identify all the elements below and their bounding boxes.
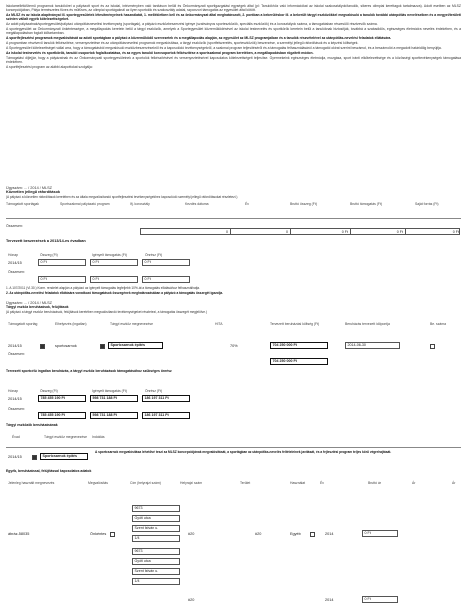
season-value: 2014/15 — [8, 397, 22, 401]
column-header: Összeg (Ft) — [40, 253, 58, 257]
asset-id-value: ábráz-58035 — [8, 532, 30, 536]
section-subtitle: (A pályázó a közvetlen ráfordítások keretében és az általa megvalósítandó sportfejlesztési tevékenységekhez kapcsolódó személyi jellegű ráfordításokat részletezi.) — [6, 194, 238, 199]
intro-paragraph: Az iskolai testnevelés és sportkörök, tanulói csoportok foglalkoztatása, és az egyes tanulói korcsoportok felkészítése a sportszakmai program keretében, a megállapodásban rögzített módon. — [6, 51, 314, 56]
own-share-sum-field: 0 Ft — [142, 276, 190, 283]
note-text: 2. Az utánpótlás-nevelési feladatok ellátására vonatkozó támogatások összegének meghatározásában a pályázó a támogatás összegét igazolja. — [6, 290, 224, 295]
section-direct-costs — [6, 186, 461, 199]
column-header: Elhelyezés (ingatlan) — [55, 322, 87, 326]
column-header: Beruházás tervezett időpontja — [345, 322, 390, 326]
total-cost-field: 704 250 000 Ft — [270, 358, 328, 365]
column-header: Sportszakmai pályázatú program — [60, 202, 110, 206]
intro-paragraph: A sportfejlesztési programok megvalósítását az adott sportágban a pályázó a közreműködő szervezetek és a megállapodás alapján, az egyesület az MLSZ programjaiban és a tanulók részvételével az utánpótlás-nevelési feladatok ellátására. — [6, 36, 392, 41]
address-field[interactable]: 9673 — [132, 548, 180, 555]
season-value: 2014/15 — [8, 455, 22, 459]
checkbox[interactable] — [100, 344, 105, 349]
asset-name-field[interactable]: Sportcsarnok építés — [40, 453, 88, 460]
intro-paragraph: Az MLSZ és az iskola alapítványai ill. sportegyesületek létesítményeinek használatát, 1. mellékletben kell és az önkormányzat által meghatározott, 2. pontban a bekerüléskor ill. a bekerült tárgyi eszközökkel megvalósuló a tanulók további utánpótlás neveléseiben és a megyei/területi szinten vállalt egyéb kötelezettségeket. — [6, 13, 461, 22]
own-share-field[interactable]: 0 Ft — [142, 259, 190, 266]
year-value: 2014 — [325, 598, 334, 602]
column-header: Helyrajzi szám — [180, 481, 203, 485]
column-header: Bruttó támogatás (Ft) — [350, 202, 383, 206]
total-cell: 0 Ft — [452, 230, 459, 234]
total-cell: 0 — [141, 229, 231, 234]
support-sum-field: 0 Ft — [90, 276, 138, 283]
column-header: Terület — [240, 481, 251, 485]
area-value: #20 — [188, 532, 195, 536]
total-cell: 0 Ft — [291, 229, 351, 234]
planned-cost-field[interactable]: 704 250 000 Ft — [270, 342, 328, 349]
column-header: Igényelt támogatás (Ft) — [92, 389, 127, 393]
total-cell: 0 Ft — [351, 229, 406, 234]
price-field[interactable]: 0 Ft — [362, 596, 398, 603]
section-title: Tervezett beszerzések a 2013/14-es évadban — [6, 239, 86, 243]
plot-field[interactable]: 1/4 — [132, 535, 180, 542]
column-header: Cím (helyrajzi szám) — [130, 481, 161, 485]
total-label: Összesen: — [8, 352, 25, 356]
column-header: Önrész (Ft) — [145, 389, 163, 393]
section-title: Tárgyi eszközök beruházásának — [6, 423, 58, 427]
column-header: Ár — [452, 481, 456, 485]
column-header: Támogatott sportág — [8, 322, 38, 326]
address-field[interactable]: Szent István u. — [132, 525, 180, 532]
table-divider — [6, 447, 461, 448]
total-row — [140, 228, 460, 235]
section-title: Közvetlen jellegű ráfordítások — [6, 190, 61, 195]
status-value: Önkéntes — [90, 532, 107, 536]
reference-number: Ügyszám: ... / 2014 / MLSZ — [6, 186, 53, 190]
address-field[interactable]: Gyóti utca — [132, 558, 180, 565]
checkbox[interactable] — [310, 532, 315, 537]
intro-text — [6, 4, 461, 70]
section-title: Egyéb, beruházással, felújítással kapcsolatos adatok — [6, 469, 92, 473]
amount-field[interactable]: 785 455 190 Ft — [38, 395, 86, 402]
sum-label: Összesen: — [8, 407, 25, 411]
note-text: 1. A 107/2011 (VI.30.) Korm. rendelet alapján a pályázó az igényelt támogatás legfeljebb 10%-át a támogatás ellátásához felhasználhatja. — [6, 286, 200, 290]
address-field[interactable]: Gyóti utca — [132, 515, 180, 522]
requested-support-field[interactable]: 0 Ft — [90, 259, 138, 266]
column-header: Ár — [412, 481, 416, 485]
column-header: Ifj. korosztály — [130, 202, 150, 206]
support-sum-field: 598 731 188 Ft — [90, 412, 138, 419]
year-value: 2014 — [325, 532, 334, 536]
amount-sum-field: 0 Ft — [38, 276, 86, 283]
section-investment — [6, 369, 461, 373]
location-value: sportcsarnok — [55, 344, 77, 348]
column-header: Támogatott sportágak — [6, 202, 39, 206]
amount-sum-field: 785 455 190 Ft — [38, 412, 86, 419]
column-header: Összeg (Ft) — [40, 389, 58, 393]
notes — [6, 287, 461, 296]
justification-paragraph: A sportcsarnok megvalósítása lehetővé teszi az MLSZ koncepciójának megvalósítását, a sportágban az utánpótlás-nevelés feltételeinek javítását, és a fejlesztési program teljes körű végrehajtását. — [95, 450, 392, 454]
intro-paragraph: A sportfejlesztési program az alábbi alapcélokat szolgálja: — [6, 65, 93, 70]
checkbox[interactable] — [32, 455, 37, 460]
intro-paragraph: Támogatási díjlejjár, hogy a pályázatnak és az Önkormányzati sportegyesületnek a sportolók felkészítésével és versenyeztetésével kapcsolatos kötelezettségeit teljesítse. Gyermekeink egészséges életmódja, mozgása, sport iránti elkötelezettsége és a közösségi sporttevékenységek támogatása érdekében. — [6, 56, 461, 65]
column-header: Évad — [12, 435, 20, 439]
column-header: Indoklás — [92, 435, 105, 439]
price-field[interactable]: 0 Ft — [362, 530, 398, 537]
column-header: Jelenleg használt megnevezés — [8, 481, 55, 485]
column-header: Hónap — [8, 389, 18, 393]
section-subtitle: (A pályázó a tárgyi eszköz beruházások, felújítások keretében megvalósítandó tevékenységeket részletezi, a támogatás összegét megjelölve.) — [6, 309, 207, 314]
season-value: 2014/15 — [8, 344, 22, 348]
intro-paragraph: Az adott pályázatnak/sportegyesület/pályázó utánpótlásnevelési tevékenység (sportágak), a pályázó eszközbeszerzési igénye (szabványos sporteszközök, speciális eszközök) és a korosztályok száma, a támogatásban részesülő résztvevők száma. — [6, 22, 378, 27]
own-share-sum-field: 186 197 311 Ft — [142, 412, 190, 419]
area-value: #20 — [188, 598, 195, 602]
requested-support-field[interactable]: 598 731 188 Ft — [90, 395, 138, 402]
section-fixed-assets — [6, 301, 461, 314]
column-header: Kezdés dátuma — [185, 202, 209, 206]
column-header: Tárgyi eszköz megnevezése — [110, 322, 153, 326]
total-label: Összesen: — [6, 224, 23, 228]
section-title: Tervezett sportcélú ingatlan beruházás, a tárgyi eszköz beruházások támogatásához szükséges önrész — [6, 369, 172, 373]
column-header: Hónap — [8, 253, 18, 257]
area-value: #20 — [255, 532, 262, 536]
column-header: Igényelt támogatás (Ft) — [92, 253, 127, 257]
column-header: Be. száma — [430, 322, 447, 326]
section-other-data — [6, 469, 91, 473]
column-header: Tárgyi eszköz megnevezése — [44, 435, 87, 439]
percent-value: 70% — [230, 344, 238, 348]
column-header: Használat — [290, 481, 306, 485]
checkbox[interactable] — [110, 532, 115, 537]
use-value: Egyéb — [290, 532, 301, 536]
column-header: Megvalósítás — [88, 481, 108, 485]
sum-label: Összesen: — [8, 270, 25, 274]
column-header: Önrész (Ft) — [145, 253, 163, 257]
column-header: Bruttó ár — [368, 481, 382, 485]
column-header: Év — [245, 202, 249, 206]
section-asset-justification — [6, 423, 58, 427]
column-header: Bruttó összeg (Ft) — [290, 202, 317, 206]
checkbox[interactable] — [430, 344, 435, 349]
asset-name-field[interactable]: Sportcsarnok építés — [108, 342, 163, 349]
plot-field[interactable]: 1/4 — [132, 578, 180, 585]
address-field[interactable]: 9673 — [132, 505, 180, 512]
column-header: Év — [320, 481, 324, 485]
address-field[interactable]: Szent István u. — [132, 568, 180, 575]
section-planned-purchases — [6, 239, 86, 243]
intro-paragraph: Iskolamelléki/ütemű programok tanulókörei a pályázott sport és az iskolai, intézményben való tanításon belüli és Önkormányzati sportigazgatási egységek által (pl: Tanulókhöz való információkat az iskolai szakosztályok/tanulók, sikeres olimpiai kerettagok tartalmazza). Adott esetben az MLSZ koncepciójában, Pálya természetes füves és műfüves, az olimpiai sportágaknál az ilyen sportolók és szakosztály adatai, szponzori támogatás az egyesület által kötött. — [6, 4, 461, 13]
checkbox[interactable] — [40, 344, 45, 349]
reference-number: Ügyszám: ... / 2014 / MLSZ — [6, 301, 53, 305]
amount-field[interactable]: 0 Ft — [38, 259, 86, 266]
season-value: 2014/15 — [8, 261, 22, 265]
intro-paragraph: A programban résztvevő tanulók felkészítése, versenyeztetése és az utánpótlásnevelési programok megvalósítása, a tárgyi eszközök (sportfelszerelés, sporteszközök) beszerzése, a személyi jellegű ráfordítások és a képzési költségek. — [6, 41, 359, 46]
planned-date-field[interactable]: 2014-06-30 — [345, 342, 400, 349]
section-title: Tárgyi eszköz beruházások, felújítások — [6, 305, 69, 310]
intro-paragraph: A Sportegyesület kötelezettséget vállal arra, hogy a támogatásból megvalósuló eszközbeszerzésekről és a kapcsolódó tevékenységekről, a szakmai program teljesítéséről és a támogatás felhasználásáról a támogatói okirat szerint beszámol, és a beszámolót a megadott határidőig benyújtja. — [6, 46, 442, 51]
column-header: Tervezett beruházási költség (Ft) — [270, 322, 320, 326]
total-cell: 0 — [231, 229, 291, 234]
column-header: Saját forrás (Ft) — [415, 202, 439, 206]
table-divider — [6, 218, 461, 219]
column-header: HITA — [215, 322, 223, 326]
justification-text — [95, 451, 461, 456]
own-share-field[interactable]: 186 197 311 Ft — [142, 395, 190, 402]
intro-paragraph: A sportegyesület az Önkormányzati önkéntességre, a megállapodás keretein belül a tárgyi eszközök, amelyek a Sportegyesület közreműködésével az iskolai testnevelés és sportkörök keretein belül a tanulóknak biztosítják, továbbá a szabadidős, egészséges életmódra nevelés érdekében, és a megállapodásban foglalt időtartamban. — [6, 27, 461, 36]
